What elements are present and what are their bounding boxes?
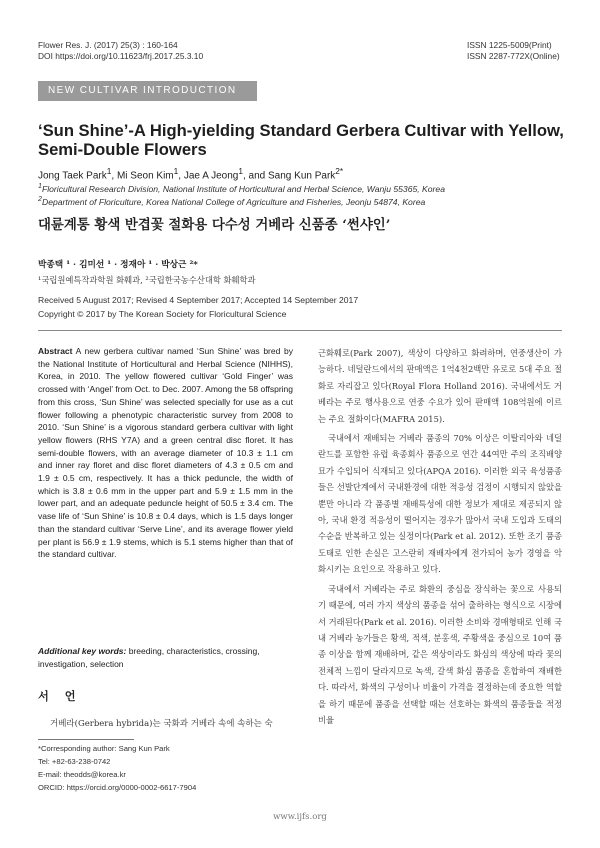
author-list: Jong Taek Park$^1$, Mi Seon Kim$^1$, Jae A Jeong$^1$, and Sang Kun Park$^{2*}$ [38, 166, 344, 182]
journal-citation: Flower Res. J. (2017) 25(3) : 160-164 [38, 40, 178, 50]
affil-sup: 1 [38, 182, 42, 190]
doi-link[interactable]: DOI https://doi.org/10.11623/frj.2017.25.3.10 [38, 51, 204, 61]
affil-text: Floricultural Research Division, National Institute of Horticultural and Herbal Science, Wanju 55365, Korea [41, 183, 445, 194]
author-sup: 1 [106, 166, 112, 176]
abstract-label: Abstract [38, 346, 73, 356]
corresponding-author: *Corresponding author: Sang Kun Park [38, 744, 170, 753]
author-name: Mi Seon Kim [116, 170, 174, 182]
received-dates: Received 5 August 2017; Revised 4 September 2017; Accepted 14 September 2017 [38, 295, 359, 305]
journal-website[interactable]: www.ijfs.org [273, 812, 327, 822]
korean-authors: 박종택 ¹ · 김미선 ¹ · 정재아 ¹ · 박상근 ²* [38, 260, 198, 270]
copyright-line: Copyright © 2017 by The Korean Society for Floricultural Science [38, 309, 287, 319]
body-paragraph: 국내에서 재배되는 거베라 품종의 70% 이상은 이탈리아와 네덜란드를 포함한 유럽 육종회사 품종으로 연간 44여만 주의 조직배양묘가 수입되어 식재되고 있다(APQA 2016). 이러한 외국 육성품종들은 선발단계에서 국내환경에 대한 적응성 검정이 시행되지 않았을 뿐만 아니라 각 품종별 재배특성에 대한 정보가 제대로 제공되지 않아, 국내 환경 적응성이 떨어지는 경우가 많아서 국내 도입과 도태의 수순을 반복하고 있는 실정이다(Park et al. 2012). 또한 조기 품종 도태로 인한 손실은 고스란히 재배자에게 전가되어 농가 경영을 악화시키는 요인으로 작용하고 있다. [318, 433, 562, 575]
issn-online: ISSN 2287-772X(Online) [467, 51, 560, 61]
author-email[interactable]: E-mail: theodds@korea.kr [38, 770, 126, 779]
intro-first-line: 거베라(Gerbera hybrida)는 국화과 거베라 속에 속하는 숙 [50, 719, 273, 729]
keywords-text: breeding, characteristics, crossing, investigation, selection [38, 646, 260, 669]
author-name: Jae A Jeong [183, 170, 239, 182]
body-paragraph: 국내에서 거베라는 주로 화환의 중심을 장식하는 꽃으로 사용되기 때문에, 여러 가지 색상의 품종을 섞어 출하하는 형식으로 시장에서 거래된다(Park et al. 2016). 이러한 소비와 경매형태로 인해 국내 거베라 농가들은 황색, 적색, 분홍색, 주황색을 중심으로 10여 품종 이상을 함께 재배하며, 같은 색상이라도 화심의 색상에 따라 꽃의 전체적 느낌이 달라지므로 녹색, 갈색 화심 품종을 혼합하여 재배한다. 따라서, 화색의 구성이나 비율이 가격을 결정하는데 중요한 역할을 하기 때문에 품종을 선택할 때는 선호하는 화색의 품종들을 적정 비율 [318, 583, 562, 725]
article-type-banner: NEW CULTIVAR INTRODUCTION [38, 81, 257, 101]
affiliation-2 [38, 195, 425, 207]
section-divider [38, 330, 562, 331]
section-heading-introduction: 서 언 [38, 689, 82, 703]
abstract-text: A new gerbera cultivar named ‘Sun Shine’ was bred by the National Institute of Horticultural and Herbal Science (NIHHS), Korea, in 2010. The yellow flowered cultivar ‘Gold Finger’ was crossed with ‘Angel’ from Oct. to Dec. 2007. Among the 58 offspring from this cross, ‘Sun Shine’ was selected specially for use as a cut flower following a phenotypic characteristic survey from 2008 to 2010. ‘Sun Shine’ is a vigorous standard gerbera cultivar with light yellow flowers (RHS Y7A) and a green central disc floret. It has semi-double flowers, with an average diameter of 10.3 ± 1.1 cm and inner ray floret and disc floret diameters of 4.3 ± 0.5 cm and 1.9 ± 0.5 cm, respectively. It has a thick peduncle, the width of which is 3.8 ± 0.6 mm in the upper part and 5.9 ± 1.5 mm in the lower part, and an adequate peduncle height of 50.5 ± 3.4 cm. The vase life of ‘Sun Shine’ is 10.8 ± 0.4 days, which is 1.5 days longer than the standard cultivar ‘Serve Line’, and its average flower yield per plant is 56.9 ± 1.9 stems, which is 5.1 stems higher than that of the standard cultivar. [38, 346, 293, 560]
affil-sup: 2 [38, 195, 42, 203]
keywords [38, 645, 293, 670]
author-name: Sang Kun Park [268, 170, 336, 182]
korean-title: 대륜계통 황색 반겹꽃 절화용 다수성 거베라 신품종 ‘썬샤인’ [38, 217, 391, 233]
author-sup: 2* [335, 166, 344, 176]
issn-print: ISSN 1225-5009(Print) [467, 40, 552, 50]
footnote-divider [38, 739, 134, 740]
introduction-body [318, 345, 562, 728]
author-name: Jong Taek Park [38, 170, 107, 182]
abstract-paragraph [38, 345, 293, 561]
affiliation-1 [38, 182, 445, 194]
korean-affiliation: ¹국립원예특작과학원 화훼과, ²국립한국농수산대학 화훼학과 [38, 275, 256, 285]
author-sup: 1 [238, 166, 243, 176]
article-title: ‘Sun Shine’-A High-yielding Standard Gerbera Cultivar with Yellow, Semi-Double Flowers [38, 121, 564, 159]
author-sup: 1 [173, 166, 179, 176]
author-tel: Tel: +82-63-238-0742 [38, 757, 111, 766]
author-orcid[interactable]: ORCID: https://orcid.org/0000-0002-6617-7904 [38, 783, 197, 792]
affil-text: Department of Floriculture, Korea National College of Agriculture and Fisheries, Jeonju 54874, Korea [41, 196, 426, 207]
body-paragraph: 근화훼로(Park 2007), 색상이 다양하고 화려하며, 연중생산이 가능하다. 네덜란드에서의 판매액은 1억4천2백만 유로로 5대 주요 절화로 자리잡고 있다(Royal Flora Holland 2016). 국내에서도 거베라는 주로 행사용으로 연중 수요가 있어 판매액 108억원에 이르는 주요 절화이다(MAFRA 2015). [318, 348, 562, 424]
keywords-label: Additional key words: [38, 646, 127, 656]
